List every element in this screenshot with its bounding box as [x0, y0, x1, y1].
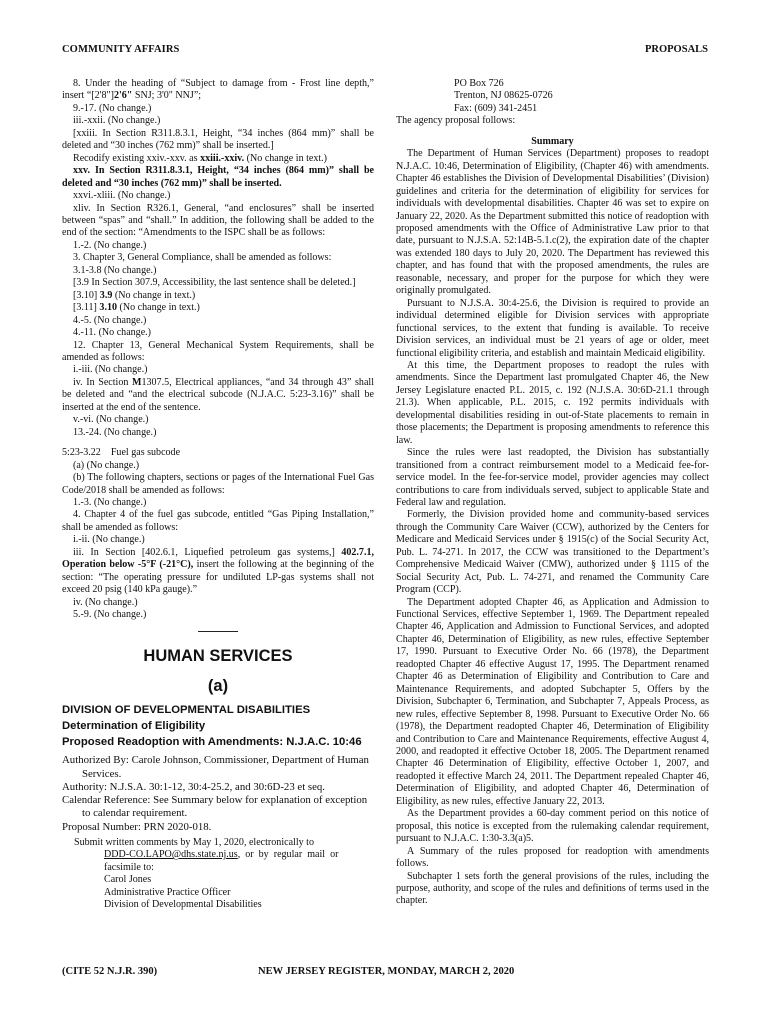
paragraph: Formerly, the Division provided home and community-based services through the Community Care Waiver (CCW), authorized by the Centers for Medicare and Medicaid Services under § 1915(c) of the Social Security Act, Pub. L. 74-271. In 2017, the CCW was transitioned to the Department’s Comprehensive Medicaid Waiver (CMW), authorized under § 1115 of the Social Security Act, Pub. L. 74-271, and renamed the Community Care Program (CCP).: [396, 509, 709, 596]
paragraph: 12. Chapter 13, General Mechanical System Requirements, shall be amended as follows:: [62, 339, 374, 363]
paragraph: 4. Chapter 4 of the fuel gas subcode, entitled “Gas Piping Installation,” shall be amended as follows:: [62, 509, 374, 533]
paragraph: 13.-24. (No change.): [73, 426, 157, 438]
submit-email-line: DDD-CO.LAPO@dhs.state.nj.us, or by regular mail or: [104, 849, 339, 861]
calendar-reference: Calendar Reference: See Summary below for explanation of exception to calendar requirement.: [62, 794, 368, 820]
email-link[interactable]: DDD-CO.LAPO@dhs.state.nj.us: [104, 849, 238, 861]
paragraph: 1.-3. (No change.): [73, 496, 147, 508]
address-line: Trenton, NJ 08625-0726: [454, 90, 553, 102]
address-line: Carol Jones: [104, 874, 152, 886]
divider: [198, 631, 238, 632]
paragraph: [3.9 In Section 307.9, Accessibility, the last sentence shall be deleted.]: [73, 277, 356, 289]
footer-citation: (CITE 52 N.J.R. 390): [62, 966, 158, 977]
proposal-title: Proposed Readoption with Amendments: N.J.A.C. 10:46: [62, 736, 362, 749]
paragraph: 8. Under the heading of “Subject to damage from - Frost line depth,” insert “[2'8"]2'6" SNJ; 3'0" NNJ”;: [62, 78, 374, 102]
paragraph: (a) (No change.): [73, 459, 140, 471]
paragraph: As the Department provides a 60-day comment period on this notice of proposal, this notice is excepted from the rulemaking calendar requirement, pursuant to N.J.A.C. 1:30-3.3(a)5.: [396, 808, 709, 845]
paragraph: The Department of Human Services (Department) proposes to readopt N.J.A.C. 10:46, Determination of Eligibility, (Chapter 46) with amendments. Chapter 46 establishes the Division of Developmental Disabilities’ (Division) guidelines and criteria for the determination of eligibility for services for individuals with developmental disabilities. Chapter 46 was set to expire on January 22, 2020. As the Department submitted this notice of readoption with proposed amendments with the Office of Administrative Law prior to that date, pursuant to N.J.S.A. 52:14B-5.1.c(2), the expiration date of the chapter was extended 180 days to July 20, 2020. The Department has reviewed this chapter, and has found that with the proposed amendments, the rules are reasonable, necessary, and proper for the purpose for which they were originally promulgated.: [396, 148, 709, 297]
paragraph: xxv. In Section R311.8.3.1, Height, “34 inches (864 mm)” shall be deleted and “30 inches (762 mm)” shall be inserted.: [62, 165, 374, 189]
running-header-right: PROPOSALS: [644, 44, 708, 55]
division-title: DIVISION OF DEVELOPMENTAL DISABILITIES: [62, 704, 311, 717]
topic-title: Determination of Eligibility: [62, 720, 206, 733]
paragraph: 1.-2. (No change.): [73, 239, 147, 251]
address-line: Fax: (609) 341-2451: [454, 102, 538, 114]
paragraph: [xxiii. In Section R311.8.3.1, Height, “34 inches (864 mm)” shall be deleted and “30 inches (762 mm)” shall be inserted.]: [62, 127, 374, 152]
paragraph: i.-ii. (No change.): [73, 534, 145, 546]
paragraph: 5.-9. (No change.): [73, 609, 147, 621]
paragraph: Recodify existing xxiv.-xxv. as xxiii.-xxiv. (No change in text.): [73, 152, 328, 164]
section-heading: 5:23-3.22 Fuel gas subcode: [62, 447, 181, 459]
paragraph: iv. In Section M1307.5, Electrical appliances, “and 34 through 43” shall be deleted and “and the electrical subcode (N.J.A.C. 5:23-3.16)” shall be inserted at the end of the sentence.: [62, 376, 374, 413]
authorized-by: Authorized By: Carole Johnson, Commissioner, Department of Human Services.: [62, 754, 369, 780]
address-line: Administrative Practice Officer: [104, 886, 231, 898]
left-column: [62, 78, 374, 911]
address-line: facsimile to:: [104, 861, 154, 873]
paragraph: [3.11] 3.10 (No change in text.): [73, 302, 200, 314]
paragraph: A Summary of the rules proposed for readoption with amendments follows.: [396, 845, 709, 870]
paragraph: 4.-5. (No change.): [73, 314, 147, 326]
right-column: [396, 78, 709, 908]
paragraph: Subchapter 1 sets forth the general provisions of the rules, including the purpose, authority, and scope of the rules and definitions of terms used in the chapter.: [396, 870, 709, 907]
paragraph: The Department adopted Chapter 46, as Application and Admission to Functional Services, effective September 1, 1969. The Department repealed Chapter 46, Application and Admission to Functional Services, and adopted Chapter 46, Determination of Eligibility, as new rules, effective September 17, 1990. Pursuant to Executive Order No. 66 (1978), the Department readopted Chapter 46 effective August 17, 1995. The Department renamed Chapter 46 as Determination of Eligibility and Contribution to Care and Maintenance Requirements, and adopted Subchapter 5, Offers by the Division, Subchapter 6, Termination, and Subchapter 7, Appeals Process, as new rules, effective September 8, 1998. Pursuant to Executive Order No. 66 (1978), the Department readopted Chapter 46, Determination of Eligibility and Contribution to Care and Maintenance Requirements, effective August 4, 2000, and readopted it effective October 18, 2005. The Department renamed Chapter 46 Determination of Eligibility, effective October 1, 2007, and readopted it effective March 24, 2011. The Department repealed Chapter 46, Determination of Eligibility, and adopted Chapter 46, Determination of Eligibility, as new rules, effective January 22, 2013.: [396, 596, 709, 807]
paragraph: (b) The following chapters, sections or pages of the International Fuel Gas Code/2018 shall be amended as follows:: [62, 472, 374, 496]
paragraph: xliv. In Section R326.1, General, “and enclosures” shall be inserted between “spas” and “shall.” In addition, the following shall be added to the end of the section: “Amendments to the ISPC shall be as follows:: [62, 202, 374, 239]
paragraph: 4.-11. (No change.): [73, 327, 152, 339]
paragraph: iii.-xxii. (No change.): [73, 115, 161, 127]
running-header-left: COMMUNITY AFFAIRS: [62, 44, 180, 55]
paragraph: 3. Chapter 3, General Compliance, shall be amended as follows:: [73, 252, 332, 264]
authority: Authority: N.J.S.A. 30:1-12, 30:4-25.2, and 30:6D-23 et seq.: [62, 780, 326, 793]
paragraph: iv. (No change.): [73, 596, 138, 608]
summary-heading: Summary: [531, 135, 574, 147]
paragraph: Pursuant to N.J.S.A. 30:4-25.6, the Division is required to provide an individual determined eligible for Division services with appropriate functional services, to the extent that funding is available. To receive Division services, an individual must be 21 years of age or older, meet functional eligibility criteria, and establish and maintain Medicaid eligibility.: [396, 297, 709, 359]
paragraph: 9.-17. (No change.): [73, 102, 152, 114]
submit-comments: Submit written comments by May 1, 2020, electronically to: [74, 836, 314, 848]
paragraph: xxvi.-xliii. (No change.): [73, 190, 171, 202]
section-title: HUMAN SERVICES: [143, 647, 293, 666]
paragraph: iii. In Section [402.6.1, Liquefied petroleum gas systems,] 402.7.1, Operation below -5°F (-21°C), insert the following at the beginning of the section: “The operating pressure for undiluted LP-gas systems shall not exceed 20 psig (140 kPa gauge).”: [62, 546, 375, 596]
paragraph: At this time, the Department proposes to readopt the rules with amendments. Since the Department last promulgated Chapter 46, the New Jersey Legislature enacted P.L. 2015, c. 192 (N.J.S.A. 30:6D-21.1 through 21.3). When applicable, P.L. 2015, c. 192 permits individuals with developmental disabilities residing in out-of-State placements to remain in those placements; the Department is proposing amendments to reference this law.: [396, 359, 709, 446]
paragraph: 3.1-3.8 (No change.): [73, 264, 157, 276]
paragraph: Since the rules were last readopted, the Division has substantially transitioned from a contract reimbursement model to a Medicaid fee-for-service model. In the fee-for-service model, provider agencies may collect contributions to care from individuals served, subject to applicable State and Federal law and regulation.: [396, 447, 709, 508]
address-line: PO Box 726: [454, 78, 504, 89]
footer-register: NEW JERSEY REGISTER, MONDAY, MARCH 2, 2020: [258, 966, 515, 977]
paragraph: i.-iii. (No change.): [73, 364, 148, 376]
address-line: Division of Developmental Disabilities: [104, 898, 262, 910]
agency-proposal-follows: The agency proposal follows:: [396, 115, 516, 127]
proposal-number: Proposal Number: PRN 2020-018.: [62, 820, 212, 833]
paragraph: [3.10] 3.9 (No change in text.): [73, 289, 196, 301]
paragraph: v.-vi. (No change.): [73, 414, 149, 426]
section-subtitle: (a): [207, 677, 229, 696]
